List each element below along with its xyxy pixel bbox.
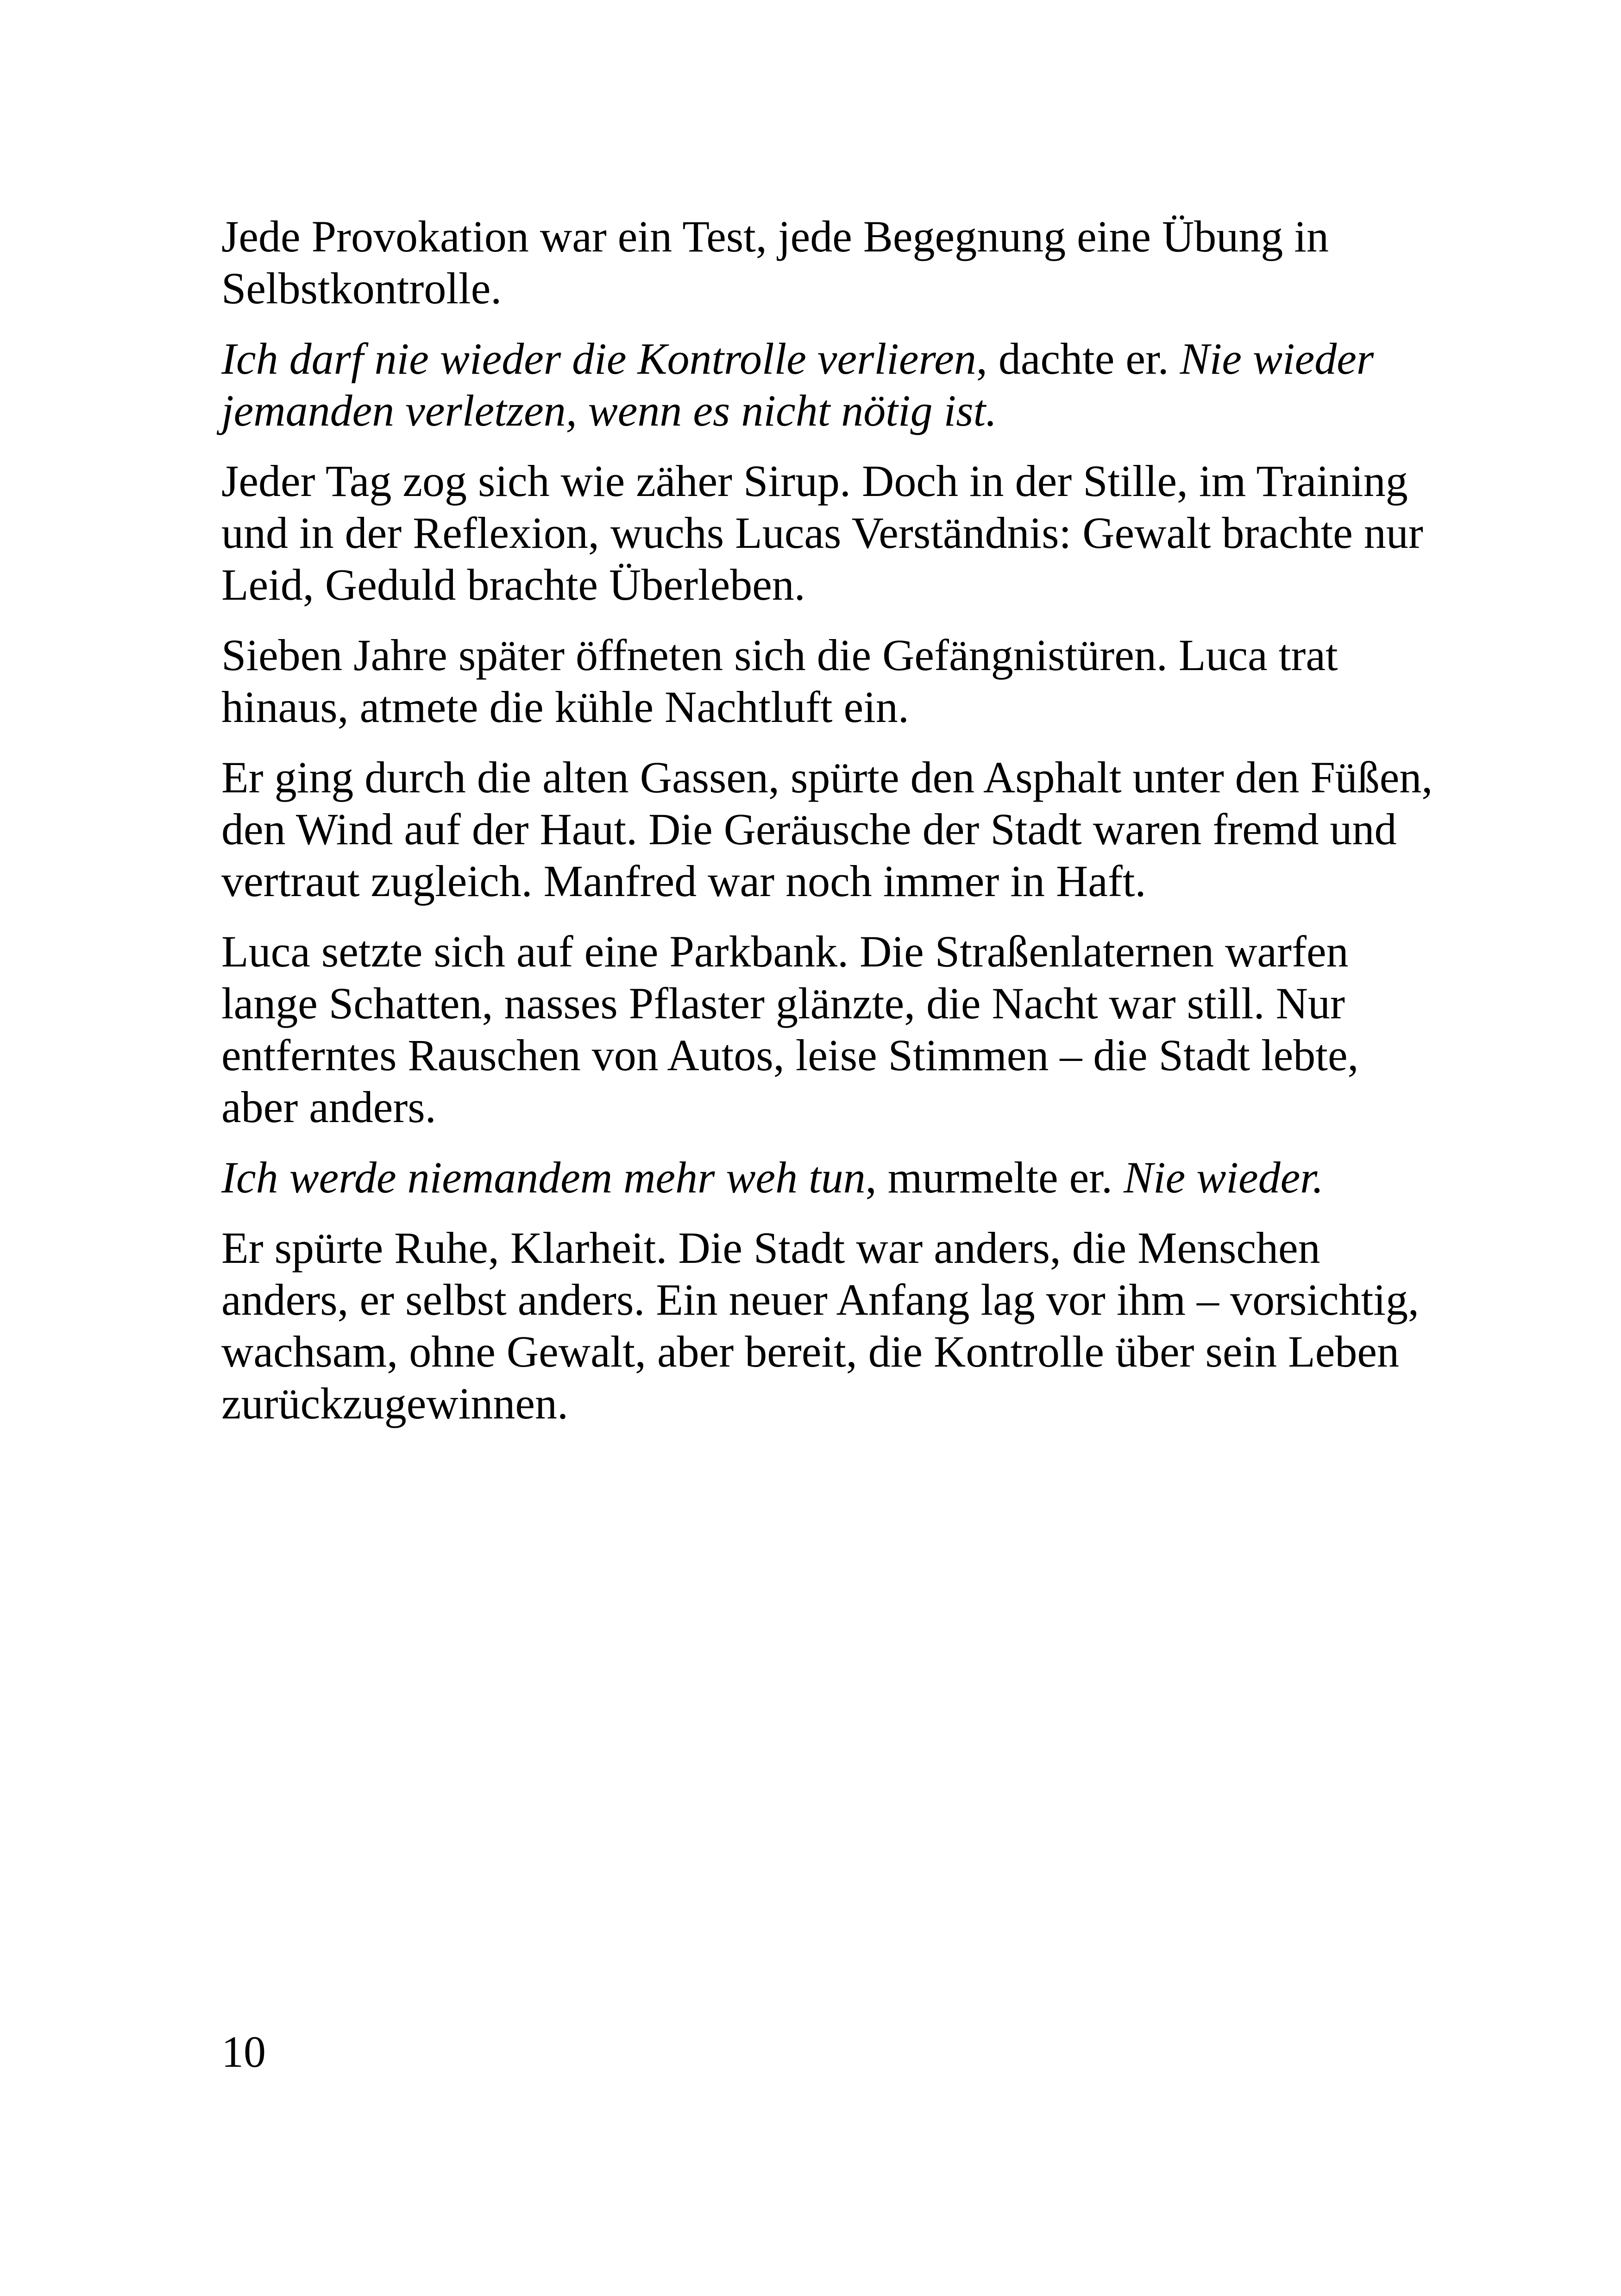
italic-thought: Nie wieder. (1123, 1153, 1324, 1202)
paragraph-text: , murmelte er. (865, 1153, 1124, 1202)
paragraph-text: Jeder Tag zog sich wie zäher Sirup. Doch in der Stille, im Training und in der Reflexion, wuchs Lucas Verständnis: Gewalt brachte nur Leid, Geduld brachte Überleben. (221, 456, 1423, 609)
paragraph-5 (221, 752, 1435, 907)
italic-thought: Ich darf nie wieder die Kontrolle verlieren (221, 334, 976, 383)
paragraph-8 (221, 1222, 1435, 1430)
paragraph-4 (221, 629, 1435, 733)
paragraph-text: Luca setzte sich auf eine Parkbank. Die Straßenlaternen warfen lange Schatten, nasses Pflaster glänzte, die Nacht war still. Nur entferntes Rauschen von Autos, leise Stimmen – die Stadt lebte, aber anders. (221, 927, 1359, 1132)
paragraph-text: Er spürte Ruhe, Klarheit. Die Stadt war anders, die Menschen anders, er selbst anders. Ein neuer Anfang lag vor ihm – vorsichtig, wachsam, ohne Gewalt, aber bereit, die Kontrolle über sein Leben zurückzugewinnen. (221, 1223, 1419, 1428)
paragraph-text: Sieben Jahre später öffneten sich die Gefängnistüren. Luca trat hinaus, atmete die kühle Nachtluft ein. (221, 630, 1338, 732)
paragraph-6 (221, 926, 1435, 1133)
page-number: 10 (221, 2027, 266, 2076)
paragraph-text: , dachte er. (976, 334, 1180, 383)
paragraph-text: Jede Provokation war ein Test, jede Begegnung eine Übung in Selbstkontrolle. (221, 212, 1329, 313)
italic-thought: Ich werde niemandem mehr weh tun (221, 1153, 866, 1202)
paragraph-text: Er ging durch die alten Gassen, spürte den Asphalt unter den Füßen, den Wind auf der Haut. Die Geräusche der Stadt waren fremd und vertraut zugleich. Manfred war noch immer in Haft. (221, 753, 1433, 906)
paragraph-7 (221, 1152, 1435, 1204)
body-text (221, 211, 1435, 1448)
paragraph-3 (221, 455, 1435, 611)
paragraph-2 (221, 333, 1435, 437)
italic-thought: Nie wieder jemanden verletzen, wenn es nicht nötig ist. (221, 334, 1374, 435)
paragraph-1 (221, 211, 1435, 314)
